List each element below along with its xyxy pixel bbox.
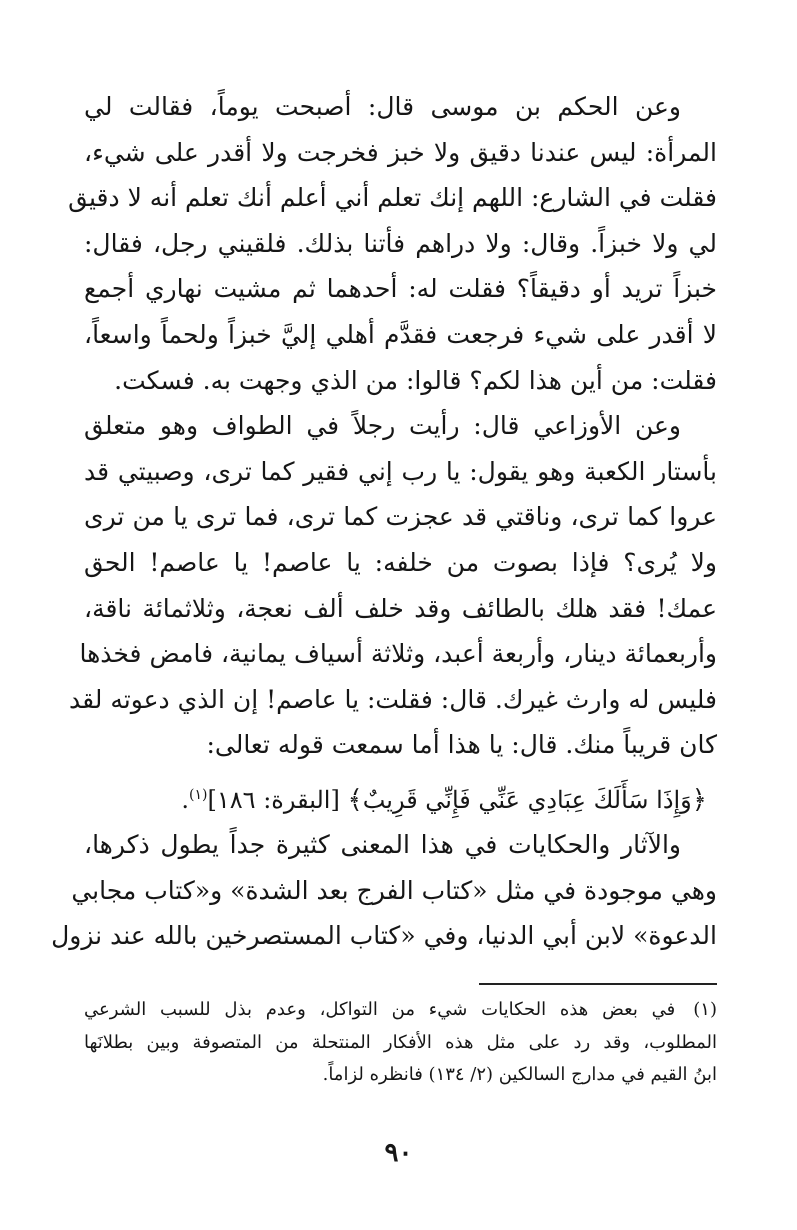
text-line: فليس له وارث غيرك. قال: فقلت: يا عاصم! إن الذي دعوته لقد (69, 684, 717, 714)
page-number: ٩٠ (384, 1138, 413, 1168)
footnote-text: في بعض هذه الحكايات شيء من التواكل، وعدم بذل للسبب الشرعي (84, 999, 676, 1020)
footnote-line (84, 994, 717, 1027)
text-line: بأستار الكعبة وهو يقول: يا رب إني فقير كما ترى، وصبيتي قد (84, 456, 717, 486)
quran-reference: [البقرة: ١٨٦] (207, 785, 340, 814)
quran-open-brace: ﴿ (691, 784, 707, 815)
text-line: عروا كما ترى، وناقتي قد عجزت كما ترى، فما ترى يا من ترى (84, 502, 717, 532)
text-line: خبزاً تريد أو دقيقاً؟ فقلت له: أحدهما ثم مشيت نهاري أجمع (84, 274, 717, 304)
text-line: وهي موجودة في مثل «كتاب الفرج بعد الشدة» و«كتاب مجابي (71, 875, 717, 905)
text-line: وعن الأوزاعي قال: رأيت رجلاً في الطواف وهو متعلق (84, 411, 681, 441)
quran-close-brace: ﴾ (347, 784, 363, 815)
footnote-separator (479, 983, 717, 985)
text-line: كان قريباً منك. قال: يا هذا أما سمعت قوله تعالى: (206, 730, 717, 760)
text-line: الدعوة» لابن أبي الدنيا، وفي «كتاب المستصرخين بالله عند نزول (51, 921, 717, 951)
text-line: المرأة: ليس عندنا دقيق ولا خبز فخرجت ولا أقدر على شيء، (84, 137, 717, 167)
footnote-line: المطلوب، وقد رد على مثل هذه الأفكار المنتحلة من المتصوفة وبين بطلانَها (84, 1031, 717, 1053)
footnote-line: ابنُ القيم في مدارج السالكين (٢/ ١٣٤) فانظره لزاماً. (322, 1064, 717, 1085)
footnote-marker: (١) (189, 786, 208, 803)
text-line: فقلت في الشارع: اللهم إنك تعلم أني أعلم أنك تعلم أنه لا دقيق (68, 183, 717, 213)
footnotes (84, 994, 717, 1092)
text-line: وأربعمائة دينار، وأربعة أعبد، وثلاثة أسياف يمانية، فامض فخذها (79, 639, 717, 669)
footnote-number: (١) (693, 999, 717, 1020)
main-text (51, 84, 717, 959)
quran-end-period: . (181, 785, 190, 814)
text-line: فقلت: من أين هذا لكم؟ قالوا: من الذي وجهت به. فسكت. (114, 365, 717, 395)
text-line: ولا يُرى؟ فإذا بصوت من خلفه: يا عاصم! يا عاصم! الحق (84, 547, 717, 577)
text-line: عمك! فقد هلك بالطائف وقد خلف ألف نعجة، وثلاثمائة ناقة، (84, 593, 717, 623)
text-line: والآثار والحكايات في هذا المعنى كثيرة جداً يطول ذكرها، (84, 829, 681, 859)
quran-verse-line (84, 768, 717, 822)
text-line: لا أقدر على شيء فرجعت فقدَّم أهلي إليَّ خبزاً ولحماً واسعاً، (84, 319, 717, 349)
text-line: لي ولا خبزاً. وقال: ولا دراهم فأتنا بذلك. فلقيني رجل، فقال: (84, 228, 717, 258)
quran-verse-text: وَإِذَا سَأَلَكَ عِبَادِي عَنِّي فَإِنِّي قَرِيبٌ (362, 785, 692, 814)
text-line: وعن الحكم بن موسى قال: أصبحت يوماً، فقالت لي (84, 92, 681, 121)
